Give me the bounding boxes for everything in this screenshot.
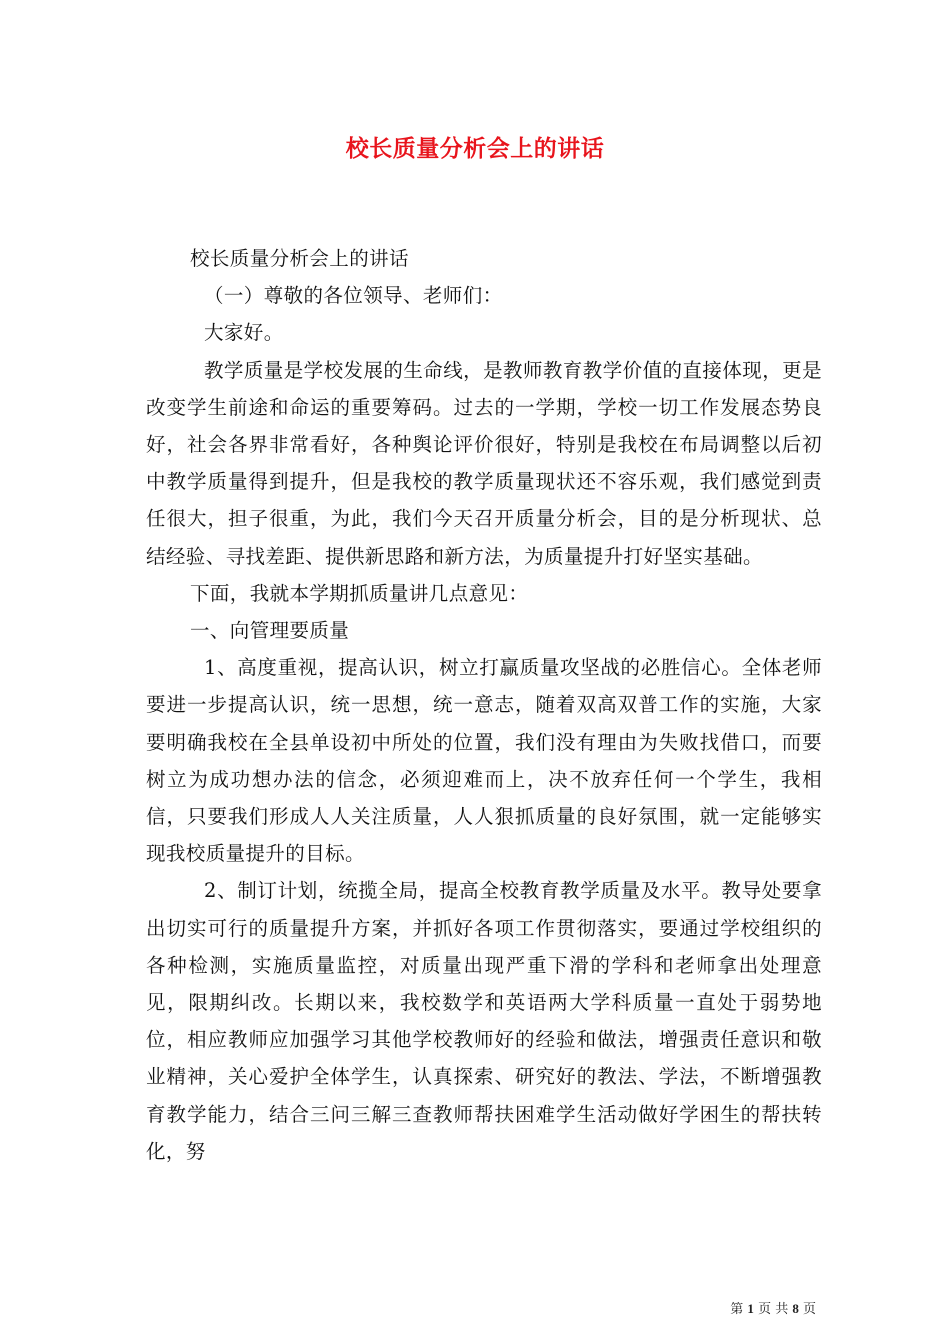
paragraph-salutation: （一）尊敬的各位领导、老师们： xyxy=(204,284,503,308)
paragraph-subtitle: 校长质量分析会上的讲话 xyxy=(190,247,409,270)
paragraph-point-1: 1、高度重视，提高认识，树立打赢质量攻坚战的必胜信心。全体老师要进一步提高认识，统一思想，统一意志，随着双高双普工作的实施，大家要明确我校在全县单设初中所处的位置，我们没有理由为失败找借口，而要树立为成功想办法的信念，必须迎难而上，决不放弃任何一个学生，我相信，只要我们形成人人关注质量，人人狠抓质量的良好氛围，就一定能够实现我校质量提升的目标。 xyxy=(146,656,822,866)
footer-middle: 页 共 xyxy=(758,1302,789,1317)
footer-current-page: 1 xyxy=(747,1301,754,1316)
page-number-footer xyxy=(730,1298,816,1317)
footer-total-pages: 8 xyxy=(792,1301,799,1316)
footer-suffix: 页 xyxy=(802,1302,816,1317)
footer-prefix: 第 xyxy=(730,1302,744,1317)
paragraph-intro: 教学质量是学校发展的生命线，是教师教育教学价值的直接体现，更是改变学生前途和命运的重要筹码。过去的一学期，学校一切工作发展态势良好，社会各界非常看好，各种舆论评价很好，特别是我校在布局调整以后初中教学质量得到提升，但是我校的教学质量现状还不容乐观，我们感觉到责任很大，担子很重，为此，我们今天召开质量分析会，目的是分析现状、总结经验、寻找差距、提供新思路和新方法，为质量提升打好坚实基础。 xyxy=(146,358,822,568)
document-body xyxy=(146,240,822,1170)
paragraph-transition: 下面，我就本学期抓质量讲几点意见： xyxy=(190,581,529,605)
document-title: 校长质量分析会上的讲话 xyxy=(345,135,605,162)
paragraph-greeting: 大家好。 xyxy=(204,321,284,345)
paragraph-section-heading: 一、向管理要质量 xyxy=(190,619,350,643)
paragraph-point-2: 2、制订计划，统揽全局，提高全校教育教学质量及水平。教导处要拿出切实可行的质量提升方案，并抓好各项工作贯彻落实，要通过学校组织的各种检测，实施质量监控，对质量出现严重下滑的学科和老师拿出处理意见，限期纠改。长期以来，我校数学和英语两大学科质量一直处于弱势地位，相应教师应加强学习其他学校教师好的经验和做法，增强责任意识和敬业精神，关心爱护全体学生，认真探索、研究好的教法、学法，不断增强教育教学能力，结合三问三解三查教师帮扶困难学生活动做好学困生的帮扶转化，努 xyxy=(146,879,822,1163)
